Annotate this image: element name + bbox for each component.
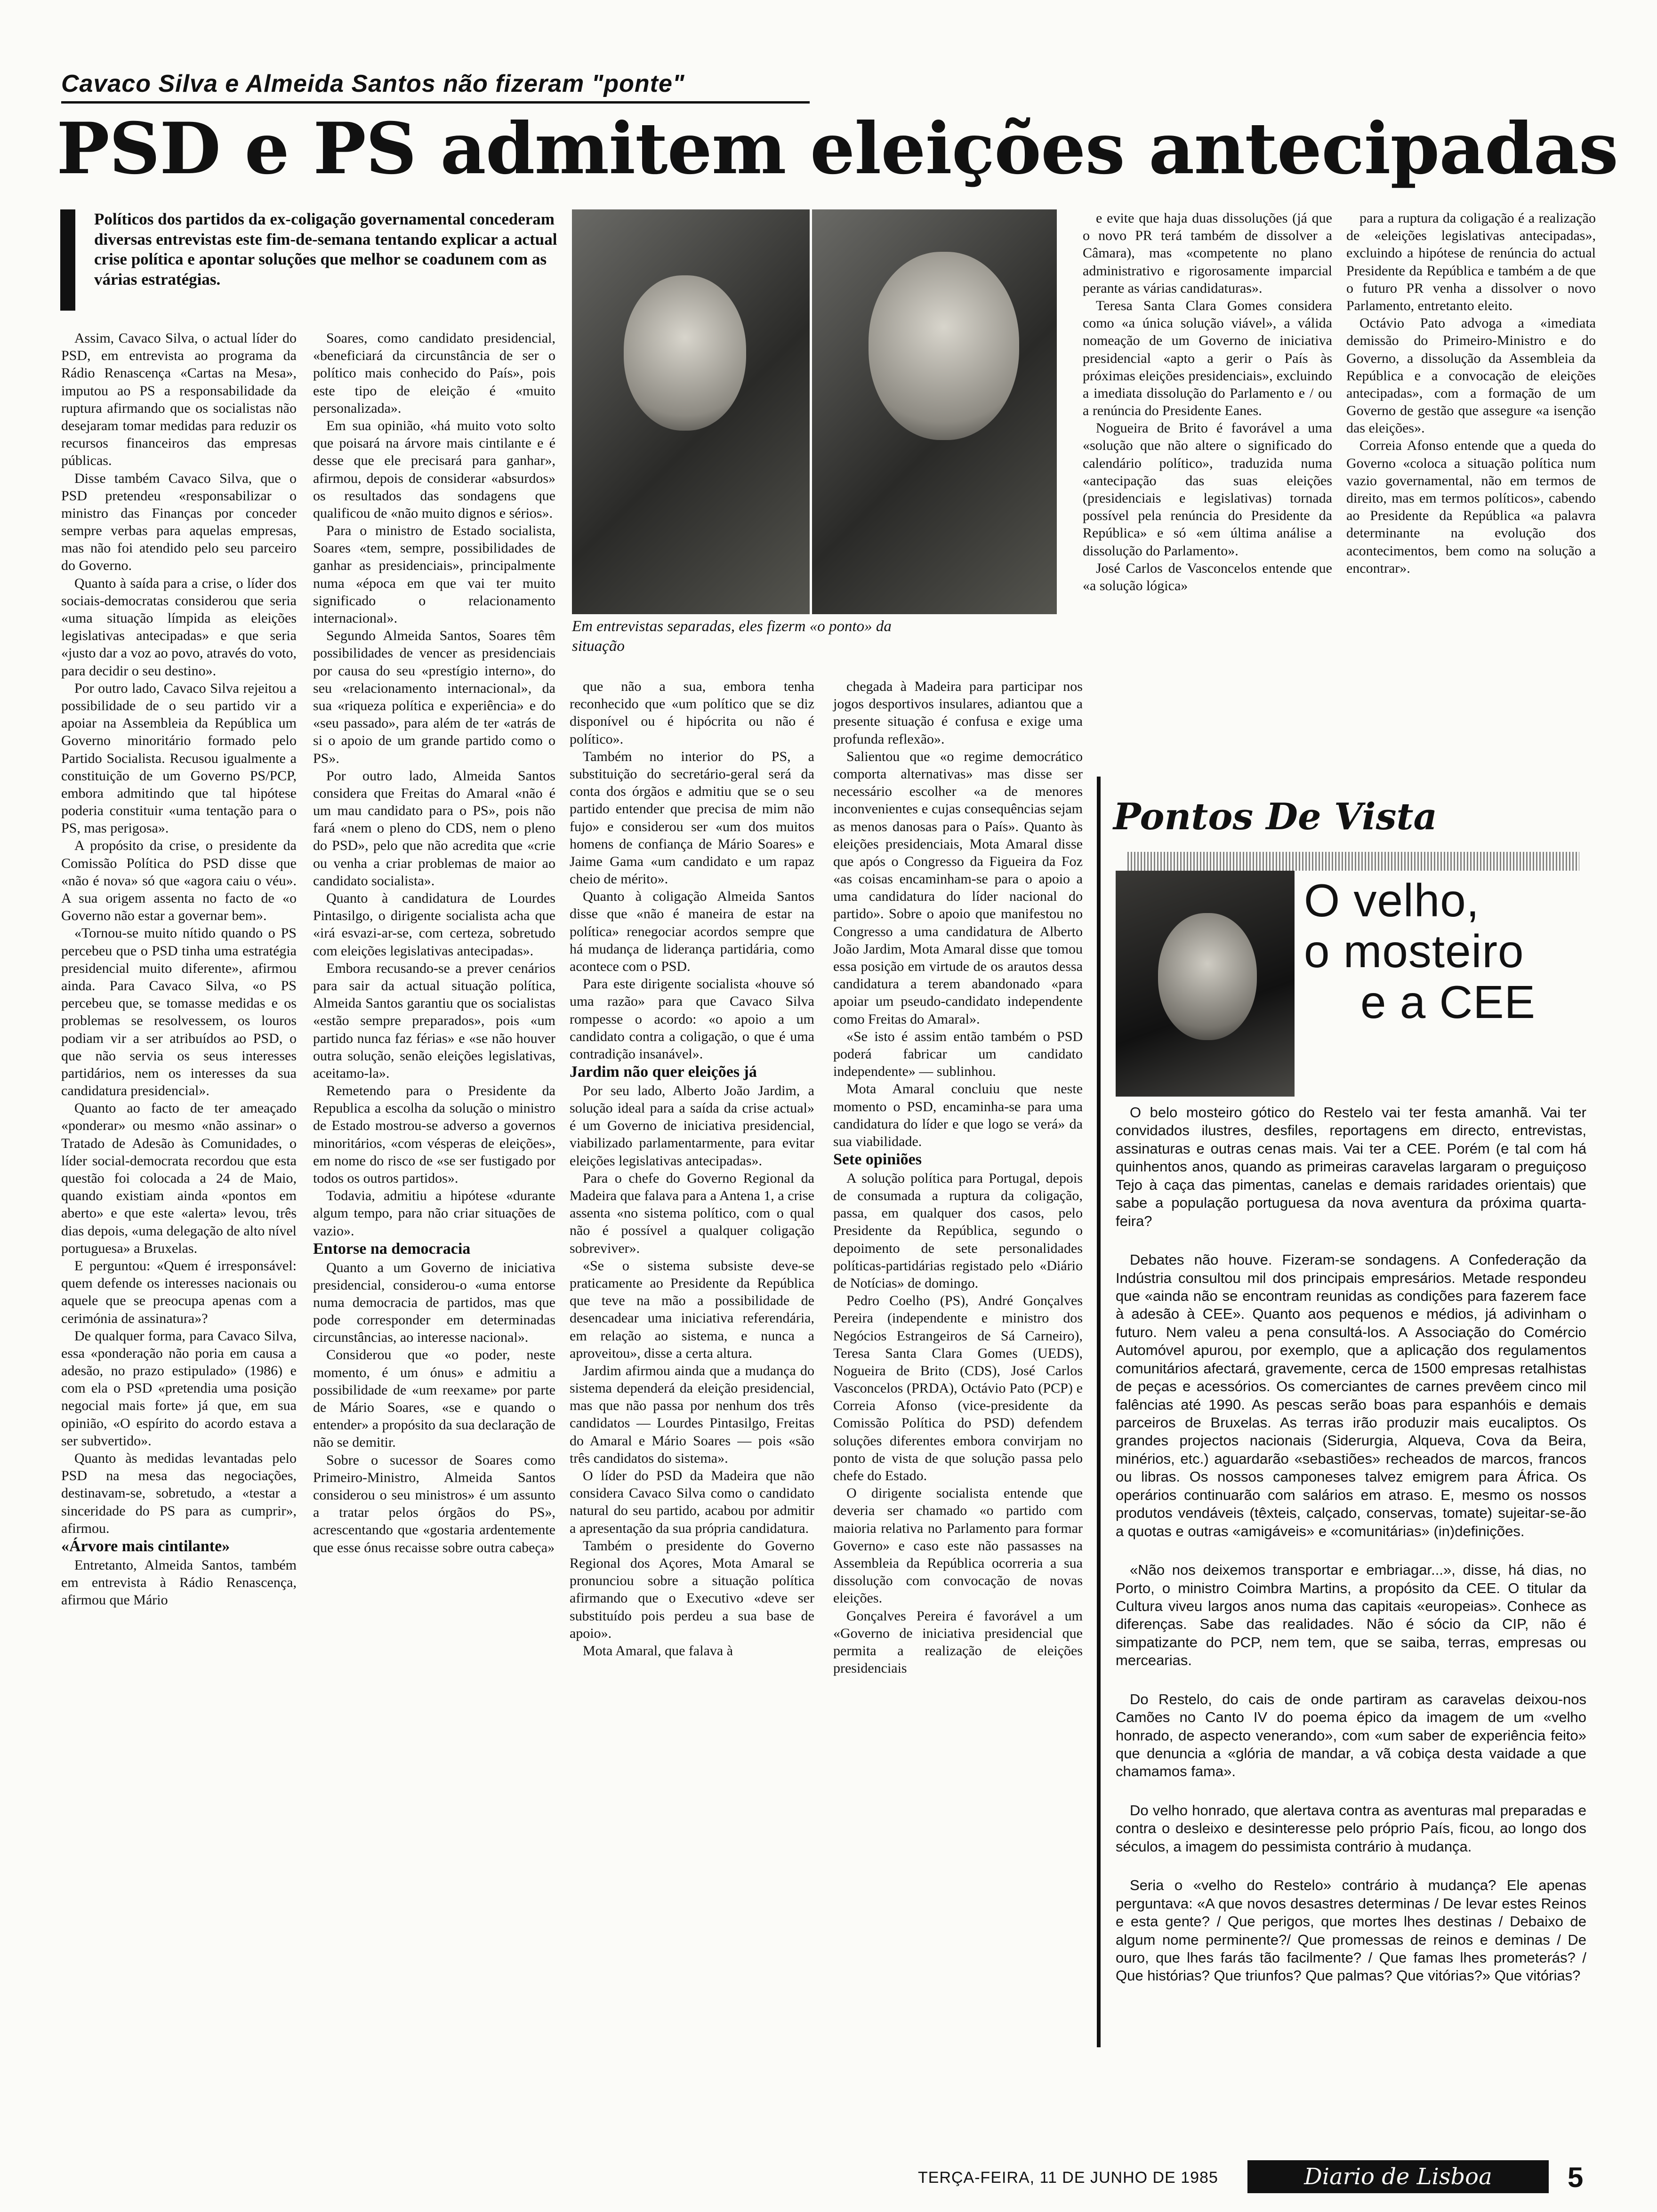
paragraph: Assim, Cavaco Silva, o actual líder do PSD, em entrevista ao programa da Rádio Renascença «Cartas na Mesa», imputou ao PS a responsabilidade da ruptura afirmando que os socialistas não desejaram tomar medidas para reduzir os recursos financeiros das empresas públicas. <box>61 330 297 469</box>
headline: PSD e PS admitem eleições antecipadas <box>56 107 1618 190</box>
photo-caption: Em entrevistas separadas, eles fizerm «o ponto» da situação <box>572 618 892 655</box>
column-2 <box>313 329 555 1556</box>
paragraph: E perguntou: «Quem é irresponsável: quem defende os interesses nacionais ou aquele que se preocupa apenas com a cerimónia de assinatura»? <box>61 1258 297 1326</box>
paragraph: «Não nos deixemos transportar e embriagar...», disse, há dias, no Porto, o ministro Coimbra Martins, a propósito da CEE. O titular da Cultura viveu largos anos numa das capitais «europeias». Conhece as diferenças. Sabe das realidades. Não é sócio da CIP, não é simpatizante do PCP, nem tem, que se saiba, terras, empresas ou mercearias. <box>1116 1562 1586 1669</box>
paragraph: Quanto às medidas levantadas pelo PSD na mesa das negociações, destinavam-se, sobretudo, a «testar a sinceridade do PS para as cumprir», afirmou. <box>61 1451 297 1536</box>
portrait-face <box>624 275 746 431</box>
paragraph: Octávio Pato advoga a «imediata demissão do Primeiro-Ministro e do Governo, a dissolução da Assembleia da República e a convocação de eleições antecipadas», com a formação de um Governo de gestão que assegure «a isenção das eleições». <box>1346 315 1596 436</box>
paragraph: Soares, como candidato presidencial, «beneficiará da circunstância de ser o político mais conhecido do País», pois este tipo de eleição é «muito personalizada». <box>313 330 555 416</box>
subhead-sete-opinioes: Sete opiniões <box>833 1151 922 1169</box>
masthead-logo: Diario de Lisboa <box>1247 2160 1549 2193</box>
column-3 <box>570 678 814 1659</box>
paragraph: Também no interior do PS, a substituição do secretário-geral será da conta dos órgãos e admitiu que se o seu partido entender que precisa de mim não fujo» e considerou ser «um dos muitos homens de confiança de Mário Soares» e Jaime Gama «um candidato e um rapaz cheio de mérito». <box>570 748 814 887</box>
paragraph: Teresa Santa Clara Gomes considera como «a única solução viável», a válida nomeação de um Governo de iniciativa presidencial «apto a gerir o País às próximas eleições presidenciais», excluindo a imediata dissolução do Parlamento e / ou a renúncia do Presidente Eanes. <box>1083 297 1332 419</box>
opinion-headline <box>1304 875 1586 1027</box>
paragraph: Por seu lado, Alberto João Jardim, a solução ideal para a saída da crise actual» é um Governo de iniciativa presidencial, viabilizado parlamentarmente, para evitar eleições legislativas antecipadas». <box>570 1082 814 1169</box>
paragraph: Do velho honrado, que alertava contra as aventuras mal preparadas e contra o desleixo e desinteresse pelo próprio País, ficou, ao longo dos séculos, a imagem do pessimista contrário à mudança. <box>1116 1802 1586 1855</box>
paragraph: Quanto à candidatura de Lourdes Pintasilgo, o dirigente socialista acha que «irá esvazi-ar-se, com certeza, sobretudo com eleições legislativas antecipadas». <box>313 890 555 959</box>
paragraph: «Tornou-se muito nítido quando o PS percebeu que o PSD tinha uma estratégia presidencial muito diferente», afirmou ainda. Para Cavaco Silva, «o PS percebeu que, se tomasse medidas e os problemas se resolvessem, os louros podiam vir a ser atribuídos ao PSD, o que não servia os seus interesses partidários, nem os interesses da sua candidatura presidencial». <box>61 925 297 1099</box>
paragraph: De qualquer forma, para Cavaco Silva, essa «ponderação não poria em causa a adesão, no prazo estipulado» (1986) e com ela o PSD «pretendia uma posição negocial mais forte» já que, em sua opinião, «O espírito do acordo estava a ser subvertido». <box>61 1328 297 1449</box>
paragraph: Sobre o sucessor de Soares como Primeiro-Ministro, Almeida Santos considerou o seu ministros» é um assunto a tratar pelos órgãos do PS», acrescentando que «gostaria ardentemente que esse ónus recaisse sobre outra cabeça» <box>313 1452 555 1555</box>
paragraph: Quanto a um Governo de iniciativa presidencial, considerou-o «uma entorse numa democracia de partidos, mas que pode corresponder em determinadas circunstâncias, ao interesse nacional». <box>313 1259 555 1346</box>
paragraph: Remetendo para o Presidente da Republica a escolha da solução o ministro de Estado mostrou-se adverso a governos minoritários, «com vésperas de eleições», em nome do risco de «se ser fustigado por todos os outros partidos». <box>313 1083 555 1186</box>
paragraph: Para o ministro de Estado socialista, Soares «tem, sempre, possibilidades de ganhar as presidenciais», principalmente numa «época em que vai ter muito significado o relacionamento internacional». <box>313 523 555 626</box>
paragraph: «Se o sistema subsiste deve-se praticamente ao Presidente da República que teve na mão a possibilidade de desencadear uma iniciativa referendária, em relação ao sistema, e nunca a aproveitou», disse a certa altura. <box>570 1258 814 1361</box>
paragraph: para a ruptura da coligação é a realização de «eleições legislativas antecipadas», excluindo a hipótese de renúncia do actual Presidente da República e também a de que o futuro PR venha a dissolver o novo Parlamento, entretanto eleito. <box>1346 210 1596 313</box>
paragraph: Para este dirigente socialista «houve só uma razão» para que Cavaco Silva rompesse o acordo: «o apoio a um candidato contra a coligação, o que é uma contradição insanável». <box>570 976 814 1062</box>
paragraph: Quanto ao facto de ter ameaçado «ponderar» ou mesmo «não assinar» o Tratado de Adesão às Comunidades, o líder social-democrata recordou que esta questão foi colocada a 24 de Maio, quando existiam ainda «pontos em aberto» e que este «alerta» levou, três dias depois, «uma delegação de alto nível portuguesa» a Bruxelas. <box>61 1100 297 1256</box>
lede: Políticos dos partidos da ex-coligação governamental concederam diversas entrevistas este fim-de-semana tentando explicar a actual crise política e apontar soluções que melhor se coadunem com as várias estratégias. <box>94 210 557 289</box>
paragraph: Gonçalves Pereira é favorável a um «Governo de iniciativa presidencial que permita a realização de eleições presidenciais <box>833 1608 1083 1676</box>
paragraph: chegada à Madeira para participar nos jogos desportivos insulares, adiantou que a presente situação é confusa e exige uma profunda reflexão». <box>833 679 1083 747</box>
portrait-face <box>1158 913 1257 1040</box>
portrait-face <box>869 252 1019 440</box>
kicker: Cavaco Silva e Almeida Santos não fizeram "ponte" <box>61 70 685 97</box>
paragraph: Disse também Cavaco Silva, que o PSD pretendeu «responsabilizar o ministro das Finanças por conceder sempre verbas para aquelas empresas, mas não foi atendido pelo seu parceiro do Governo. <box>61 470 297 574</box>
kicker-rule <box>61 101 810 104</box>
paragraph: Em sua opinião, «há muito voto solto que poisará na árvore mais cintilante e é desse que ele precisará para ganhar», afirmou, depois de considerar «absurdos» os resultados das sondagens que qualificou de «não muito dignos e sérios». <box>313 417 555 521</box>
paragraph: Por outro lado, Almeida Santos considera que Freitas do Amaral «não é um mau candidato para o PS», pois não fará «nem o pleno do CDS, nem o pleno do PSD», pelo que não acredita que «crie ou venha a criar problemas de maior ao candidato socialista». <box>313 768 555 889</box>
paragraph: O líder do PSD da Madeira que não considera Cavaco Silva como o candidato natural do seu partido, acabou por admitir a apresentação da sua própria candidatura. <box>570 1468 814 1536</box>
column-6 <box>1346 209 1596 577</box>
photo-cavaco-silva <box>572 209 810 614</box>
paragraph: O dirigente socialista entende que deveria ser chamado «o partido com maioria relativa no Parlamento para formar Governo» e caso este não passasses na Assembleia da República ocorreria a sua dissolução com convocação de novas eleições. <box>833 1485 1083 1606</box>
column-5 <box>1083 209 1332 594</box>
paragraph: Entretanto, Almeida Santos, também em entrevista à Rádio Renascença, afirmou que Mário <box>61 1557 297 1608</box>
subhead-entorse: Entorse na democracia <box>313 1240 471 1258</box>
paragraph: Jardim afirmou ainda que a mudança do sistema dependerá da eleição presidencial, mas que não passa por nenhum dos três candidatos — Lourdes Pintasilgo, Freitas do Amaral e Mário Soares — pois «são três candidatos do sistema». <box>570 1362 814 1466</box>
paragraph: «Se isto é assim então também o PSD poderá fabricar um candidato independente» — sublinhou. <box>833 1028 1083 1080</box>
paragraph: Quanto à saída para a crise, o líder dos sociais-democratas considerou que seria «uma situação límpida as eleições legislativas antecipadas» e que seria «justo dar a voz ao povo, através do voto, para decidir o seu destino». <box>61 575 297 679</box>
paragraph: A propósito da crise, o presidente da Comissão Política do PSD disse que «não é nova» só que «agora caiu o véu». A sua origem assenta no facto de «o Governo não estar a governar bem». <box>61 838 297 924</box>
paragraph: Embora recusando-se a prever cenários para sair da actual situação política, Almeida Santos garantiu que os socialistas «estão sempre preparados», pois «um partido nunca faz férias» e «se não houver outra solução, senão eleições legislativas, aceitamo-la». <box>313 960 555 1081</box>
photo-almeida-santos <box>812 209 1057 614</box>
paragraph: Quanto à coligação Almeida Santos disse que «não é maneira de estar na política» renegociar acordos sempre que há mudança de liderança partidária, como acontece com o PSD. <box>570 889 814 974</box>
column-4 <box>833 678 1083 1677</box>
paragraph: A solução política para Portugal, depois de consumada a ruptura da coligação, passa, em qualquer dos casos, pelo Presidente da República, segundo o depoimento de sete personalidades políticas-partidárias registado pelo «Diário de Notícias» de domingo. <box>833 1170 1083 1291</box>
paragraph: Debates não houve. Fizeram-se sondagens. A Confederação da Indústria consultou mil dos principais empresários. Metade respondeu que «ainda não se encontram reunidas as condições para fazerem face à adesão à CEE». Quanto aos pequenos e médios, já adivinham o futuro. Nem valeu a pena consultá-los. A Associação do Comércio Automóvel apurou, por exemplo, que a aplicação dos regulamentos comunitários afectará, gravemente, cerca de 1500 empresas retalhistas de peças e acessórios. Os comerciantes de carnes prevêem cinco mil falências até 1990. As pescas serão boas para espanhóis e demais parceiros de Bruxelas. As terras irão produzir mais eucaliptos. Os grandes projectos nacionais (Siderurgia, Alqueva, Cova da Beira, minérios, etc.) aguardarão «sebastiões» recheados de marcos, francos ou libras. Os nossos camponeses talvez emigrem para África. Os operários continuarão com salários em atraso. E, mesmo os nossos produtos vendáveis (têxteis, calçado, conservas, tomate) sujeitar-se-ão a quotas e outras «amigáveis» e «comunitárias» (in)definições. <box>1116 1251 1586 1539</box>
paragraph: Do Restelo, do cais de onde partiram as caravelas deixou-nos Camões no Canto IV do poema épico da imagem de um «velho honrado, de aspecto venerando», com «um saber de experiência feito» que denuncia a «glória de mandar, a vã cobiça desta vaidade a que chamamos fama». <box>1116 1691 1586 1780</box>
paragraph: Mota Amaral, que falava à <box>583 1643 733 1659</box>
subhead-arvore: «Árvore mais cintilante» <box>61 1537 230 1555</box>
paragraph: Considerou que «o poder, neste momento, é um ónus» e admitiu a possibilidade de «um reexame» por parte de Mário Soares, «se e quando o entender» a propósito da sua declaração de não se demitir. <box>313 1347 555 1451</box>
paragraph: Também o presidente do Governo Regional dos Açores, Mota Amaral se pronunciou sobre a situação política afirmando que o Executivo «deve ser substituído pois perdeu a sua base de apoio». <box>570 1538 814 1641</box>
column-1 <box>61 329 297 1609</box>
paragraph: O belo mosteiro gótico do Restelo vai ter festa amanhã. Vai ter convidados ilustres, desfiles, reportagens em directo, entrevistas, assinaturas e outras cenas mais. Vai ter a CEE. Porém (e tal com há quinhentos anos, quando as primeiras caravelas largaram o preguiçoso Tejo à caça das pimentas, canelas e demais raridades orientais) que sabe a população portuguesa da nova aventura da próxima quarta-feira? <box>1116 1104 1586 1229</box>
page-number: 5 <box>1568 2162 1584 2193</box>
paragraph: Salientou que «o regime democrático comporta alternativas» mas disse ser necessário escolher «a de menores inconvenientes e cujas consequências sejam as menos danosas para o País». Quanto às eleições presidenciais, Mota Amaral disse que após o Congresso da Figueira da Foz «as coisas encaminham-se para o apoio a uma candidatura do líder nacional do partido». Sobre o apoio que manifestou no Congresso a uma candidatura de Alberto João Jardim, Mota Amaral disse que tomou essa posição em virtude de os arautos dessa candidatura a terem abandonado «para apoiar um pseudo-candidato independente como Freitas do Amaral». <box>833 748 1083 1027</box>
paragraph: Segundo Almeida Santos, Soares têm possibilidades de vencer as presidenciais por causa do seu «prestígio interno», do seu «relacionamento internacional», da sua «riqueza política e experiência» e do «seu passado», para além de ter «atrás de si o apoio de um grande partido como o PS». <box>313 628 555 766</box>
opinion-title-hatch <box>1127 852 1579 871</box>
paragraph: Seria o «velho do Restelo» contrário à mudança? Ele apenas perguntava: «A que novos desastres determinas / De levar estes Reinos e esta gente? / Que perigos, que mortes lhes destinas / Debaixo de algum nome perminente?/ Que promessas de reinos e deminas / De ouro, que lhes farás tão facilmente? / Que famas lhes prometerás? / Que histórias? Que triunfos? Que palmas? Que vitórias?» Que vitórias? <box>1116 1877 1586 1984</box>
paragraph: e evite que haja duas dissoluções (já que o novo PR terá também de dissolver a Câmara), mas «competente no plano administrativo e rigorosamente imparcial perante as várias candidaturas». <box>1083 210 1332 296</box>
paragraph: Pedro Coelho (PS), André Gonçalves Pereira (independente e ministro dos Negócios Estrangeiros de Sá Carneiro), Teresa Santa Clara Gomes (UEDS), Nogueira de Brito (CDS), José Carlos Vasconcelos (PRDA), Octávio Pato (PCP) e Correia Afonso (vice-presidente da Comissão Política do PSD) defendem soluções diferentes embora convirjam no ponto de vista de que solução passa pelo chefe do Estado. <box>833 1293 1083 1484</box>
footer-date: TERÇA-FEIRA, 11 DE JUNHO DE 1985 <box>918 2169 1218 2187</box>
paragraph: José Carlos de Vasconcelos entende que «a solução lógica» <box>1083 560 1332 593</box>
opinion-headline-line: e a CEE <box>1360 976 1536 1028</box>
subhead-jardim: Jardim não quer eleições já <box>570 1063 757 1081</box>
opinion-headline-line: o mosteiro <box>1304 925 1524 977</box>
opinion-headline-line: O velho, <box>1304 874 1480 926</box>
paragraph: Mota Amaral concluiu que neste momento o PSD, encaminha-se para uma candidatura do líder e que logo se verá» da sua viabilidade. <box>833 1081 1083 1149</box>
lede-bar <box>60 209 75 311</box>
paragraph: Nogueira de Brito é favorável a uma «solução que não altere o significado do calendário político», traduzida numa «antecipação das suas eleições (presidenciais e legislativas) tornada possível pela renúncia do Presidente da República» e só «em última análise a dissolução do Parlamento». <box>1083 420 1332 559</box>
paragraph: Todavia, admitiu a hipótese «durante algum tempo, para não criar situações de vazio». <box>313 1188 555 1239</box>
paragraph: Para o chefe do Governo Regional da Madeira que falava para a Antena 1, a crise assenta «no sistema político, com o qual não é possível a qualquer coligação sobreviver». <box>570 1170 814 1256</box>
paragraph: Por outro lado, Cavaco Silva rejeitou a possibilidade de o seu partido vir a apoiar na Assembleia da República um Governo minoritário formado pelo Partido Socialista. Recusou igualmente a constituição de um Governo PS/PCP, embora admitindo que tal hipótese poderia constituir «uma tentação para o PS, mas perigosa». <box>61 680 297 836</box>
paragraph: Correia Afonso entende que a queda do Governo «coloca a situação política num vazio governamental, não em termos de direito, mas em termos políticos», cabendo ao Presidente da República «a palavra determinante na evolução dos acontecimentos, bem como na solução a encontrar». <box>1346 438 1596 576</box>
paragraph: que não a sua, embora tenha reconhecido que «um político que se diz disponível ou é hipócrita ou não é político». <box>570 679 814 747</box>
photo-columnist <box>1116 871 1295 1097</box>
opinion-text <box>1116 1104 1586 2006</box>
opinion-section-title: Pontos De Vista <box>1113 795 1438 838</box>
